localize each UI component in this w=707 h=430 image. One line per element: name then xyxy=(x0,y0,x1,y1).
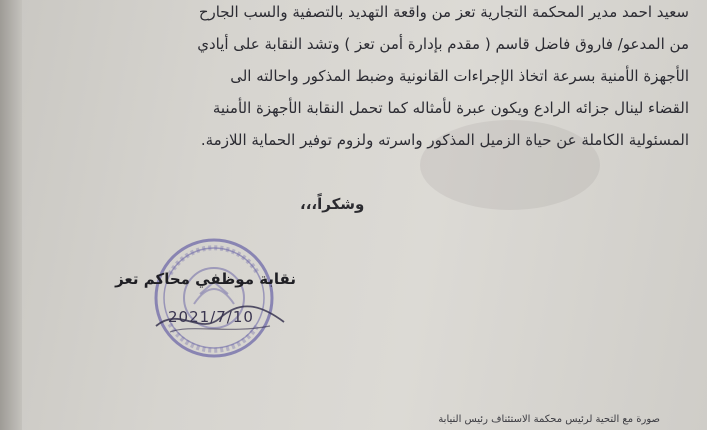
closing-thanks: وشكراً،،، xyxy=(300,195,365,213)
letter-body xyxy=(41,0,689,156)
letter-line: من المدعو/ فاروق فاضل قاسم ( مقدم بإدارة أمن تعز ) وتشد النقابة على أيادي xyxy=(197,35,689,53)
letter-line: الأجهزة الأمنية بسرعة اتخاذ الإجراءات القانونية وضبط المذكور واحالته الى xyxy=(230,67,689,85)
letter-date: 2021/7/10 xyxy=(168,308,254,326)
page-fold-shadow xyxy=(0,0,22,430)
letter-line: القضاء لينال جزائه الرادع ويكون عبرة لأمثاله كما تحمل النقابة الأجهزة الأمنية xyxy=(212,99,689,117)
letter-line: المسئولية الكاملة عن حياة الزميل المذكور واسرته ولزوم توفير الحماية اللازمة. xyxy=(200,131,689,149)
signatory-name: نقابة موظفي محاكم تعز xyxy=(115,270,296,288)
letter-line: سعيد احمد مدير المحكمة التجارية تعز من واقعة التهديد بالتصفية والسب الجارح xyxy=(198,3,689,21)
copy-note: صورة مع التحية لرئيس محكمة الاستئناف رئيس النيابة xyxy=(438,414,660,425)
